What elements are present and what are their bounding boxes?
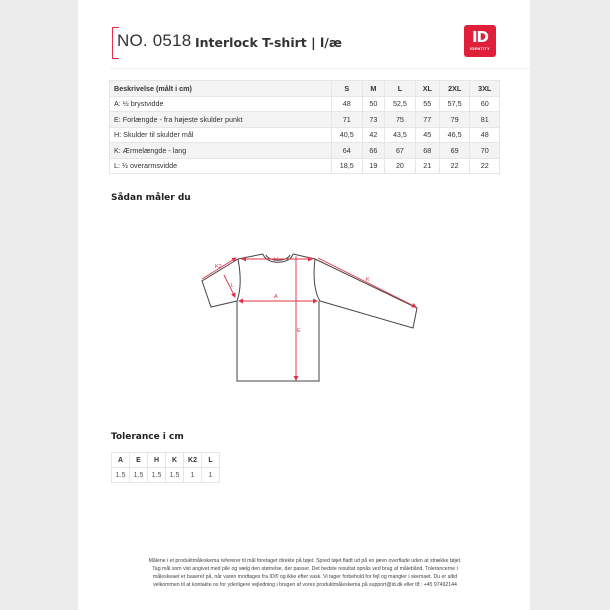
tol-header: L <box>202 453 220 468</box>
cell: 48 <box>470 127 500 143</box>
tshirt-outline <box>202 254 417 381</box>
tol-header: K <box>166 453 184 468</box>
tol-value: 1.5 <box>130 468 148 483</box>
tol-header: K2 <box>184 453 202 468</box>
row-label: E: Forlængde - fra højeste skulder punkt <box>110 112 332 128</box>
cell: 60 <box>470 96 500 112</box>
header-size-xl: XL <box>415 81 439 97</box>
cell: 77 <box>415 112 439 128</box>
tshirt-measurement-diagram <box>78 0 530 400</box>
logo-sub: IDENTITY <box>470 46 490 51</box>
cell: 73 <box>362 112 385 128</box>
header-description: Beskrivelse (målt i cm) <box>110 81 332 97</box>
measure-lines <box>202 256 416 380</box>
cell: 70 <box>470 143 500 159</box>
cell: 50 <box>362 96 385 112</box>
tolerance-table <box>111 452 220 483</box>
tolerance-value-row <box>112 468 220 483</box>
footer-line: Tag mål som vist angivet med pile og vælg den størrelse, der passer. Det bedste resultat opnås ved brug af målebånd. Tolerancerne i <box>152 566 458 572</box>
cell: 21 <box>415 158 439 174</box>
label-k2: K2 <box>215 264 222 270</box>
cell: 20 <box>385 158 416 174</box>
tol-value: 1.5 <box>148 468 166 483</box>
tolerance-title: Tolerance i cm <box>111 432 184 442</box>
cell: 43,5 <box>385 127 416 143</box>
cell: 55 <box>415 96 439 112</box>
tolerance-header-row <box>112 453 220 468</box>
tol-header: E <box>130 453 148 468</box>
cell: 45 <box>415 127 439 143</box>
cell: 69 <box>439 143 470 159</box>
cell: 42 <box>362 127 385 143</box>
header-size-m: M <box>362 81 385 97</box>
footer-disclaimer <box>110 557 500 589</box>
cell: 46,5 <box>439 127 470 143</box>
tol-value: 1 <box>202 468 220 483</box>
product-name: Interlock T-shirt | l/æ <box>195 35 342 50</box>
footer-line: Målene i et produktmåleskema refererer til mål foretaget direkte på tøjet. Spred tøjet fladt ud på en jævn overflade uden at strække tøjet. <box>148 558 462 564</box>
header-size-3xl: 3XL <box>470 81 500 97</box>
row-label: L: ½ overarmsvidde <box>110 158 332 174</box>
header-size-s: S <box>332 81 363 97</box>
product-number: NO. 0518 <box>117 31 192 50</box>
tol-value: 1.5 <box>112 468 130 483</box>
footer-line: velkommen til at kontakte os for yderligere vejledning i brugen af vores produktmåleskema på support@id.dk eller tlf.: +45 97492144 <box>153 582 457 588</box>
cell: 22 <box>439 158 470 174</box>
cell: 68 <box>415 143 439 159</box>
tol-header: H <box>148 453 166 468</box>
cell: 75 <box>385 112 416 128</box>
label-h: H <box>274 257 278 263</box>
cell: 66 <box>362 143 385 159</box>
cell: 40,5 <box>332 127 363 143</box>
label-l: L <box>231 283 235 289</box>
how-to-measure-title: Sådan måler du <box>111 193 191 203</box>
cell: 18,5 <box>332 158 363 174</box>
cell: 79 <box>439 112 470 128</box>
logo-main: ID <box>471 28 489 46</box>
row-label: A: ½ brystvidde <box>110 96 332 112</box>
cell: 67 <box>385 143 416 159</box>
tol-header: A <box>112 453 130 468</box>
cell: 52,5 <box>385 96 416 112</box>
label-e: E <box>297 328 301 334</box>
cell: 71 <box>332 112 363 128</box>
row-label: H: Skulder til skulder mål <box>110 127 332 143</box>
cell: 64 <box>332 143 363 159</box>
row-label: K: Ærmelængde - lang <box>110 143 332 159</box>
cell: 81 <box>470 112 500 128</box>
cell: 48 <box>332 96 363 112</box>
header-size-l: L <box>385 81 416 97</box>
size-chart-page <box>78 0 530 610</box>
cell: 57,5 <box>439 96 470 112</box>
cell: 19 <box>362 158 385 174</box>
cell: 22 <box>470 158 500 174</box>
label-a: A <box>274 294 278 300</box>
footer-line: måleskeaet er baseret på, når varen modtages fra ID® og ikke efter vask. Vi tager forbehold for fejl og mangler i skemaet. Du er altid <box>152 574 458 580</box>
tol-value: 1.5 <box>166 468 184 483</box>
tol-value: 1 <box>184 468 202 483</box>
label-k: K <box>366 277 370 283</box>
header-size-2xl: 2XL <box>439 81 470 97</box>
